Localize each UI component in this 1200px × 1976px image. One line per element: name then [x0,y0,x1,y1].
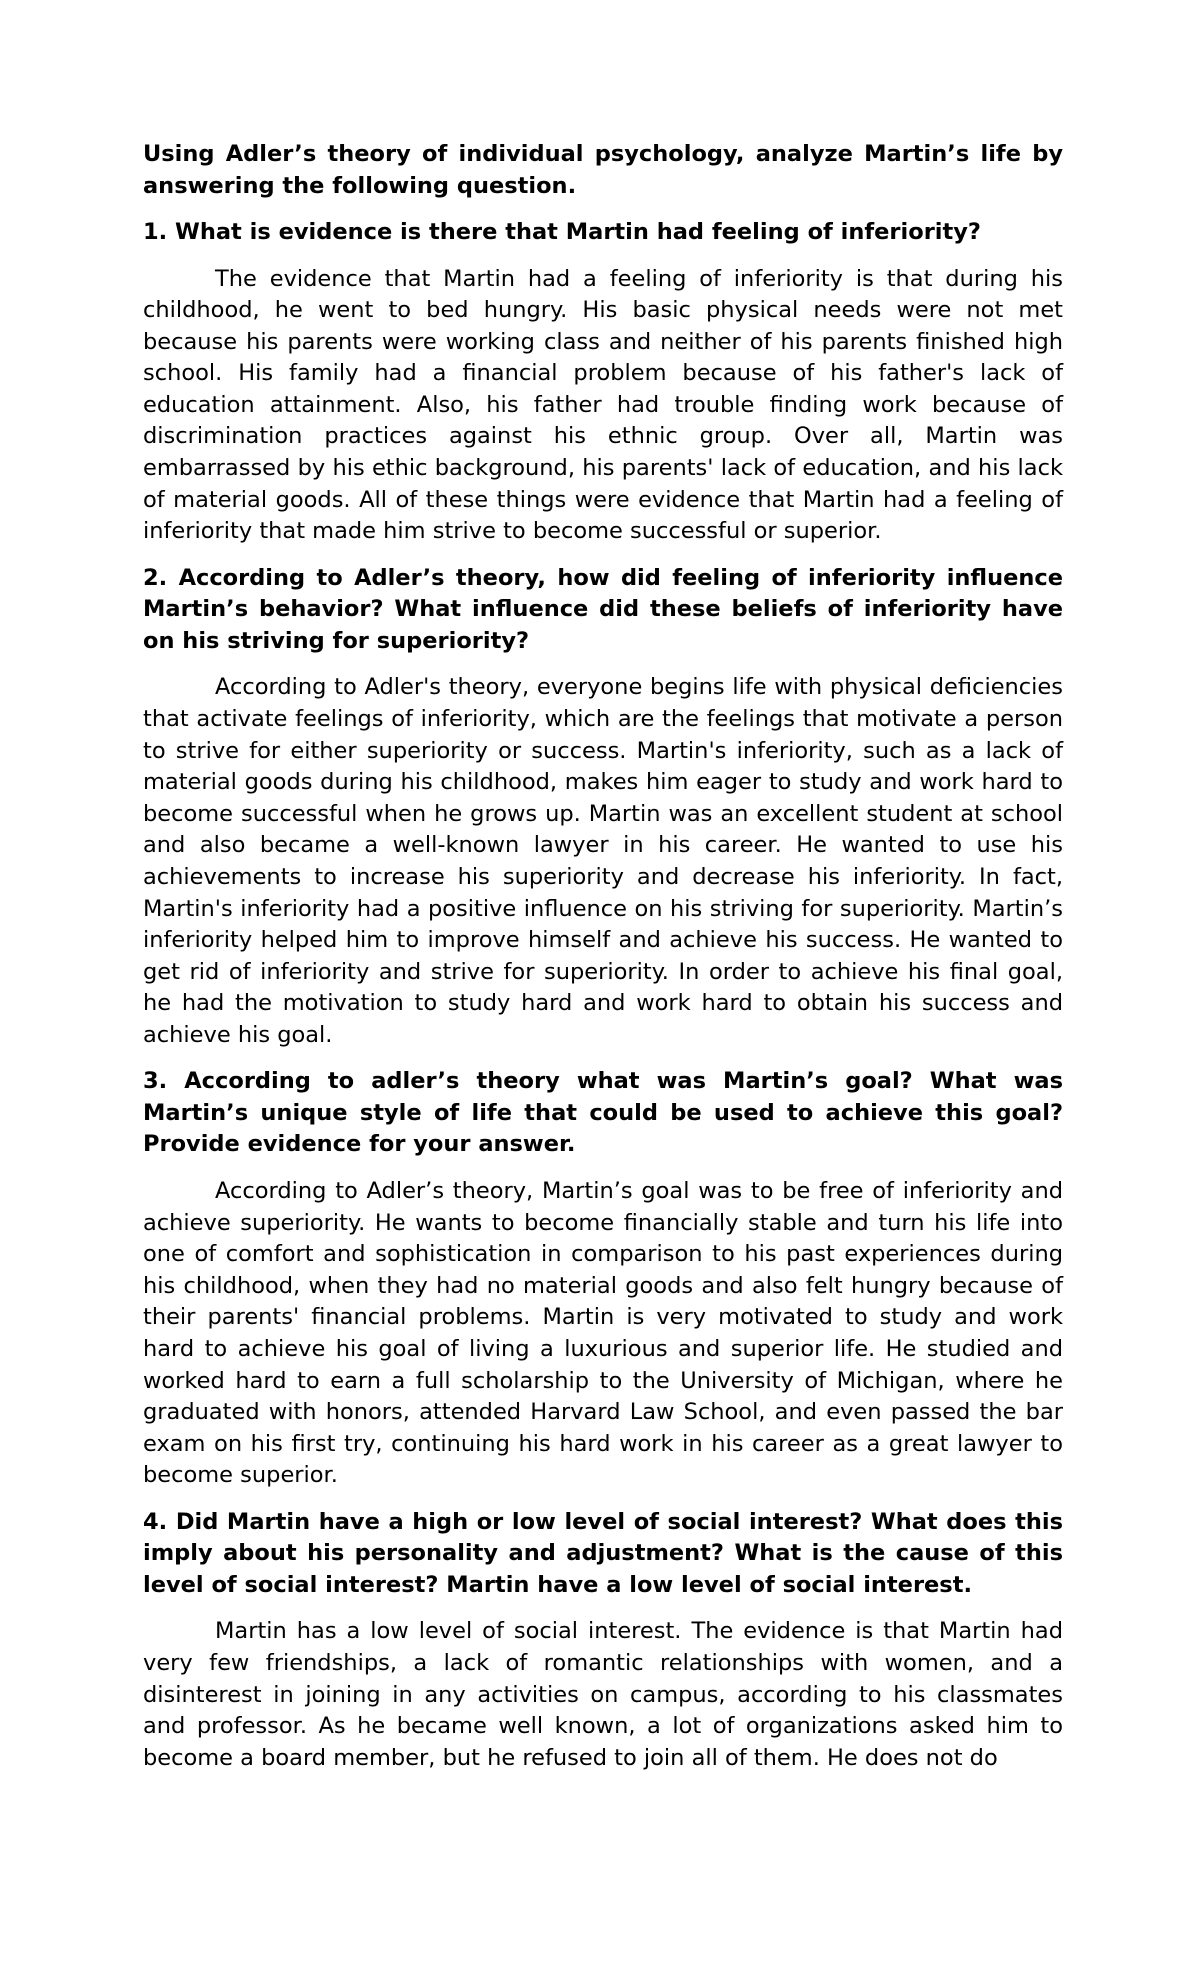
question-3: 3. According to adler’s theory what was Martin’s goal? What was Martin’s unique style of life that could be used to achieve this goal? Provide evidence for your answer. [143,1068,1063,1158]
answer-3: According to Adler’s theory, Martin’s goal was to be free of inferiority and achieve superiority. He wants to become financially stable and turn his life into one of comfort and sophistication in comparison to his past experiences during his childhood, when they had no material goods and also felt hungry because of their parents' financial problems. Martin is very motivated to study and work hard to achieve his goal of living a luxurious and superior life. He studied and worked hard to earn a full scholarship to the University of Michigan, where he graduated with honors, attended Harvard Law School, and even passed the bar exam on his first try, continuing his hard work in his career as a great lawyer to become superior. [143,1177,1063,1489]
answer-2: According to Adler's theory, everyone begins life with physical deficiencies that activate feelings of inferiority, which are the feelings that motivate a person to strive for either superiority or success. Martin's inferiority, such as a lack of material goods during his childhood, makes him eager to study and work hard to become successful when he grows up. Martin was an excellent student at school and also became a well-known lawyer in his career. He wanted to use his achievements to increase his superiority and decrease his inferiority. In fact, Martin's inferiority had a positive influence on his striving for superiority. Martin’s inferiority helped him to improve himself and achieve his success. He wanted to get rid of inferiority and strive for superiority. In order to achieve his final goal, he had the motivation to study hard and work hard to obtain his success and achieve his goal. [143,674,1063,1048]
question-2: 2. According to Adler’s theory, how did feeling of inferiority influence Martin’s behavior? What influence did these beliefs of inferiority have on his striving for superiority? [143,564,1063,654]
intro-instruction: Using Adler’s theory of individual psychology, analyze Martin’s life by answering the following question. [143,141,1063,199]
document-page [143,139,1063,1789]
question-4: 4. Did Martin have a high or low level of social interest? What does this imply about his personality and adjustment? What is the cause of this level of social interest? Martin have a low level of social interest. [143,1508,1063,1598]
section-1 [143,217,1063,548]
section-3 [143,1066,1063,1491]
answer-4: Martin has a low level of social interest. The evidence is that Martin had very few friendships, a lack of romantic relationships with women, and a disinterest in joining in any activities on campus, according to his classmates and professor. As he became well known, a lot of organizations asked him to become a board member, but he refused to join all of them. He does not do [143,1618,1063,1771]
section-4 [143,1507,1063,1774]
section-2 [143,563,1063,1052]
answer-1: The evidence that Martin had a feeling of inferiority is that during his childhood, he went to bed hungry. His basic physical needs were not met because his parents were working class and neither of his parents finished high school. His family had a financial problem because of his father's lack of education attainment. Also, his father had trouble finding work because of discrimination practices against his ethnic group. Over all, Martin was embarrassed by his ethic background, his parents' lack of education, and his lack of material goods. All of these things were evidence that Martin had a feeling of inferiority that made him strive to become successful or superior. [143,265,1063,545]
question-1: 1. What is evidence is there that Martin had feeling of inferiority? [143,219,981,245]
